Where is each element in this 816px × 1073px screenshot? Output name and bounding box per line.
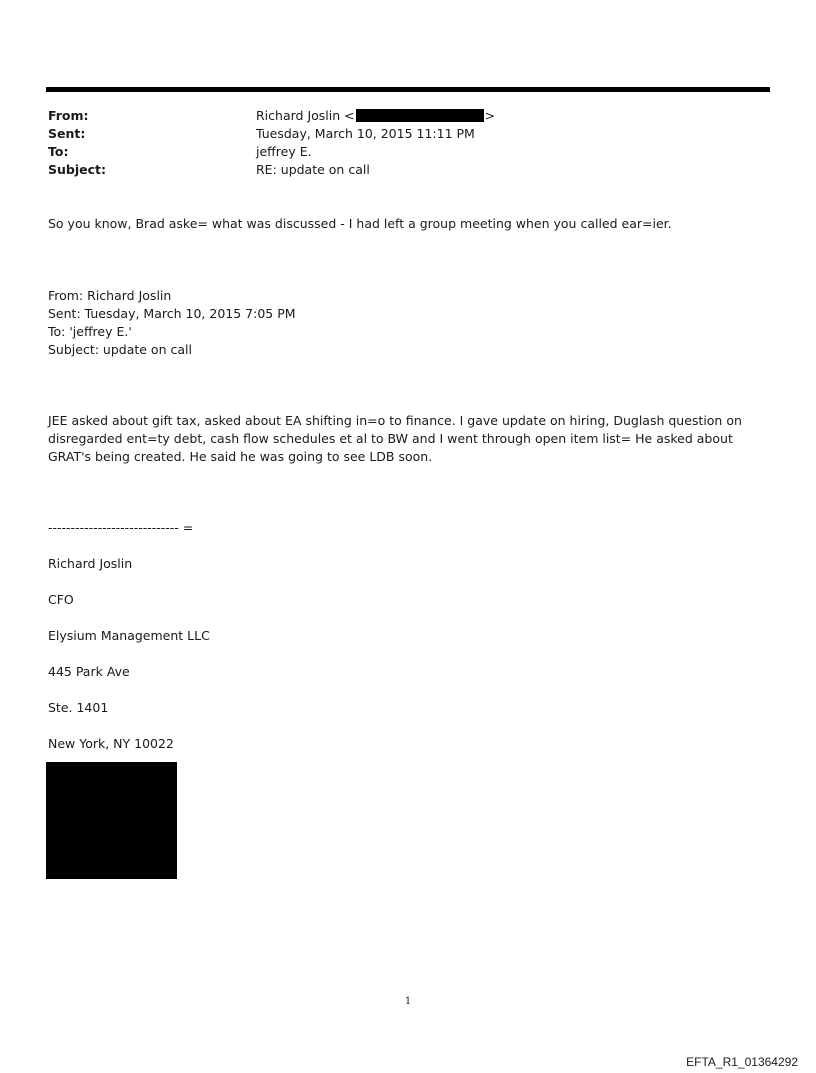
signature-company: Elysium Management LLC xyxy=(48,628,210,643)
quoted-subject: Subject: update on call xyxy=(48,342,192,357)
subject-value: RE: update on call xyxy=(256,162,370,177)
header-rule xyxy=(46,87,770,92)
signature-separator: ----------------------------- = xyxy=(48,520,194,535)
from-label: From: xyxy=(48,108,89,123)
subject-label: Subject: xyxy=(48,162,106,177)
page-number: 1 xyxy=(404,996,412,1007)
quoted-to: To: 'jeffrey E.' xyxy=(48,324,132,339)
quoted-from: From: Richard Joslin xyxy=(48,288,172,303)
redacted-email xyxy=(356,109,484,122)
redaction-block xyxy=(46,762,177,879)
reply-body: So you know, Brad aske= what was discussed - I had left a group meeting when you called ear=ier. xyxy=(48,216,672,231)
from-close-bracket: > xyxy=(484,108,496,123)
quoted-sent: Sent: Tuesday, March 10, 2015 7:05 PM xyxy=(48,306,296,321)
signature-street: 445 Park Ave xyxy=(48,664,130,679)
from-value xyxy=(256,107,495,125)
signature-suite: Ste. 1401 xyxy=(48,700,109,715)
document-id: EFTA_R1_01364292 xyxy=(686,1055,798,1069)
from-name: Richard Joslin xyxy=(256,108,341,123)
signature-name: Richard Joslin xyxy=(48,556,133,571)
to-label: To: xyxy=(48,144,69,159)
from-open-bracket: < xyxy=(344,108,355,123)
quoted-body: JEE asked about gift tax, asked about EA shifting in=o to finance. I gave update on hiring, Duglash question on disregarded ent=ty debt, cash flow schedules et al to BW and I went through open item list= He asked about GRAT's being created. He said he was going to see LDB soon. xyxy=(48,413,742,464)
signature-city: New York, NY 10022 xyxy=(48,736,174,751)
to-value: jeffrey E. xyxy=(256,144,312,159)
sent-value: Tuesday, March 10, 2015 11:11 PM xyxy=(256,126,475,141)
sent-label: Sent: xyxy=(48,126,86,141)
signature-title: CFO xyxy=(48,592,74,607)
